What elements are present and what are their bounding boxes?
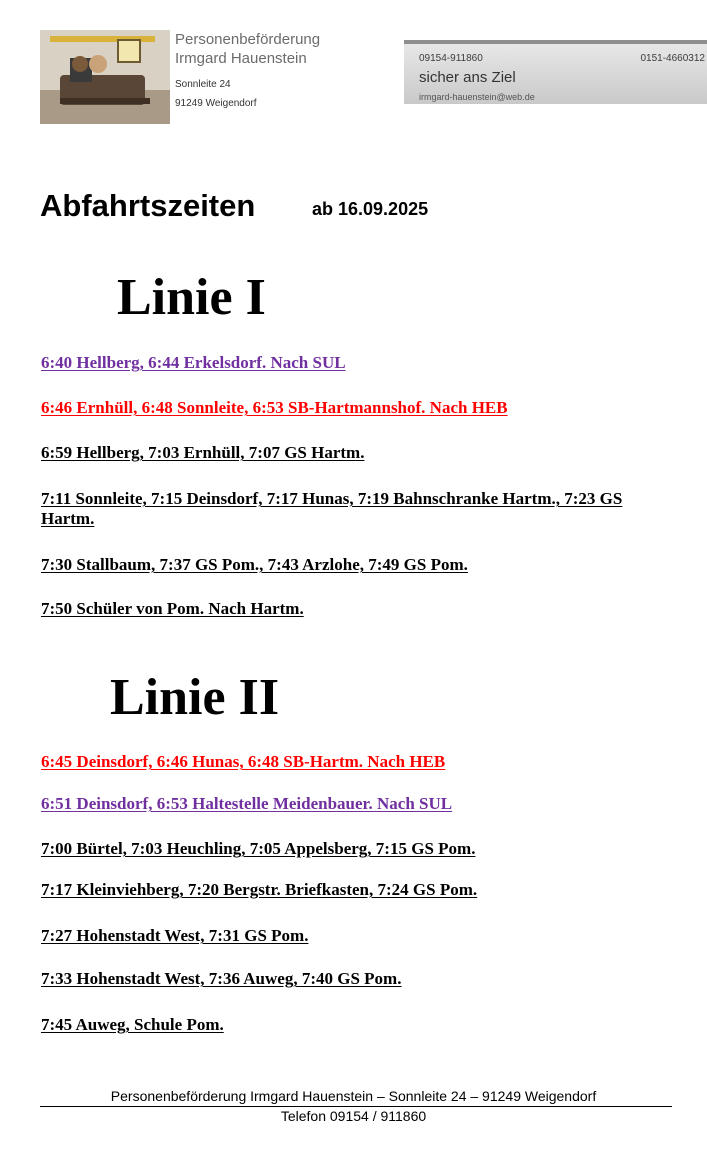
linie-1-trip: 7:50 Schüler von Pom. Nach Hartm. [41,599,304,618]
linie-1-trip: 6:46 Ernhüll, 6:48 Sonnleite, 6:53 SB-Hartmannshof. Nach HEB [41,398,508,417]
linie-2-trip: 6:45 Deinsdorf, 6:46 Hunas, 6:48 SB-Hartm. Nach HEB [41,752,446,771]
linie-1-trip: 7:11 Sonnleite, 7:15 Deinsdorf, 7:17 Hunas, 7:19 Bahnschranke Hartm., 7:23 GS Hartm. [41,489,623,528]
company-city: 91249 Weigendorf [175,98,257,109]
linie-2-trip: 7:45 Auweg, Schule Pom. [41,1015,224,1034]
linie-2-trip: 7:33 Hohenstadt West, 7:36 Auweg, 7:40 GS Pom. [41,969,402,988]
linie-1-trip: 6:59 Hellberg, 7:03 Ernhüll, 7:07 GS Hartm. [41,443,365,462]
company-name-line1: Personenbeförderung [175,31,321,48]
page-title: Abfahrtszeiten [40,188,256,223]
linie-2-trip: 6:51 Deinsdorf, 6:53 Haltestelle Meidenbauer. Nach SUL [41,794,453,813]
linie-2-trip: 7:27 Hohenstadt West, 7:31 GS Pom. [41,926,309,945]
linie-1-trip: 6:40 Hellberg, 6:44 Erkelsdorf. Nach SUL [41,353,346,372]
footer-address: Personenbeförderung Irmgard Hauenstein – Sonnleite 24 – 91249 Weigendorf [110,1088,597,1104]
contact-phone-mobile: 0151-4660312 [640,53,705,64]
linie-2-trip: 7:17 Kleinviehberg, 7:20 Bergstr. Briefkasten, 7:24 GS Pom. [41,880,478,899]
contact-slogan: sicher ans Ziel [419,69,516,86]
linie-1-trip: 7:30 Stallbaum, 7:37 GS Pom., 7:43 Arzlohe, 7:49 GS Pom. [41,555,468,574]
linie-2-heading: Linie II [110,669,280,726]
footer-divider [40,1106,672,1107]
contact-email: irmgard-hauenstein@web.de [419,92,535,102]
company-logo-text [175,30,320,110]
company-street: Sonnleite 24 [175,79,231,90]
company-logo-image [40,30,170,124]
footer-phone: Telefon 09154 / 911860 [280,1108,427,1124]
company-name-line2: Irmgard Hauenstein [175,50,307,67]
linie-2-trip: 7:00 Bürtel, 7:03 Heuchling, 7:05 Appelsberg, 7:15 GS Pom. [41,839,476,858]
contact-phone-landline: 09154-911860 [419,53,483,64]
page-subtitle-date: ab 16.09.2025 [312,199,429,219]
contact-banner [404,40,707,104]
linie-1-heading: Linie I [117,269,266,326]
